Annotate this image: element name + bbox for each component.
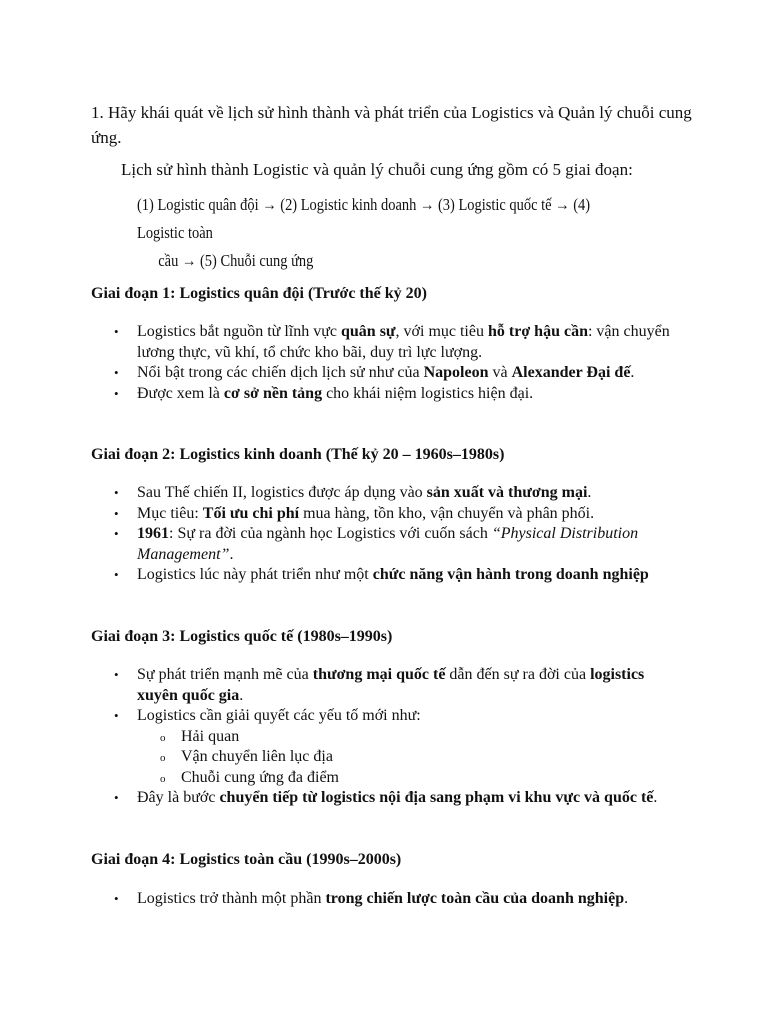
stage-4-list	[91, 889, 671, 910]
list-item: • Được xem là cơ sở nền tảng cho khái niệm logistics hiện đại.	[91, 384, 671, 405]
bullet-icon: •	[114, 505, 119, 521]
bullet-icon: •	[114, 385, 119, 401]
bullet-icon: •	[114, 324, 119, 339]
stage-3-heading: Giai đoạn 3: Logistics quốc tế (1980s–1990s)	[91, 628, 393, 645]
sub-list-item: o Vận chuyển liên lục địa	[137, 747, 671, 768]
stages-summary	[137, 191, 613, 275]
stage-2-list	[91, 483, 671, 586]
list-item: • Nổi bật trong các chiến dịch lịch sử như của Napoleon và Alexander Đại đế.	[91, 363, 671, 384]
list-item: • Logistics bắt nguồn từ lĩnh vực quân sự, với mục tiêu hỗ trợ hậu cần: vận chuyển lương thực, vũ khí, tổ chức kho bãi, duy trì lực lượng.	[114, 323, 670, 361]
stages-summary-line-1: (1) Logistic quân đội → (2) Logistic kinh doanh → (3) Logistic quốc tế → (4) Logistic toàn	[137, 195, 591, 242]
sub-list-item: o Hải quan	[137, 727, 671, 748]
stage-1-heading: Giai đoạn 1: Logistics quân đội (Trước thế kỷ 20)	[91, 285, 427, 302]
stage-2-heading: Giai đoạn 2: Logistics kinh doanh (Thế kỷ 20 – 1960s–1980s)	[91, 446, 505, 463]
list-item: • 1961: Sự ra đời của ngành học Logistics với cuốn sách “Physical Distribution Management”.	[114, 525, 639, 563]
list-item: • Đây là bước chuyển tiếp từ logistics nội địa sang phạm vi khu vực và quốc tế.	[91, 788, 671, 809]
list-item: • Logistics lúc này phát triển như một chức năng vận hành trong doanh nghiệp	[91, 565, 671, 586]
stage-1-list	[91, 322, 671, 404]
bullet-icon: •	[114, 667, 119, 682]
stage-3-list	[91, 665, 671, 809]
bullet-icon: •	[114, 567, 119, 582]
list-item: • Logistics cần giải quyết các yếu tố mới như: o Hải quan o Vận chuyển liên lục địa o Chuỗi cung ứng đa điểm	[91, 706, 671, 788]
sub-list	[137, 727, 671, 789]
bullet-icon: •	[114, 485, 119, 500]
sub-list-item: o Chuỗi cung ứng đa điểm	[137, 768, 671, 789]
circle-bullet-icon: o	[160, 731, 166, 744]
stage-4-heading: Giai đoạn 4: Logistics toàn cầu (1990s–2000s)	[91, 851, 402, 868]
bullet-icon: •	[114, 365, 119, 380]
bullet-icon: •	[114, 708, 119, 723]
question-title: 1. Hãy khái quát về lịch sử hình thành và phát triển của Logistics và Quản lý chuỗi cung ứng.	[91, 103, 692, 147]
bullet-icon: •	[114, 891, 119, 906]
circle-bullet-icon: o	[160, 752, 166, 764]
list-item: • Logistics trở thành một phần trong chiến lược toàn cầu của doanh nghiệp.	[91, 889, 671, 910]
stages-summary-line-2: cầu → (5) Chuỗi cung ứng	[158, 251, 314, 270]
circle-bullet-icon: o	[160, 772, 166, 785]
list-item: • Sau Thế chiến II, logistics được áp dụng vào sản xuất và thương mại.	[91, 483, 671, 504]
intro-text: Lịch sử hình thành Logistic và quản lý chuỗi cung ứng gồm có 5 giai đoạn:	[121, 160, 633, 179]
bullet-icon: •	[114, 790, 119, 805]
list-item: • Mục tiêu: Tối ưu chi phí mua hàng, tồn kho, vận chuyển và phân phối.	[91, 504, 671, 525]
bullet-icon: •	[114, 526, 119, 541]
list-item: • Sự phát triển mạnh mẽ của thương mại quốc tế dẫn đến sự ra đời của logistics xuyên quốc gia.	[114, 666, 645, 704]
